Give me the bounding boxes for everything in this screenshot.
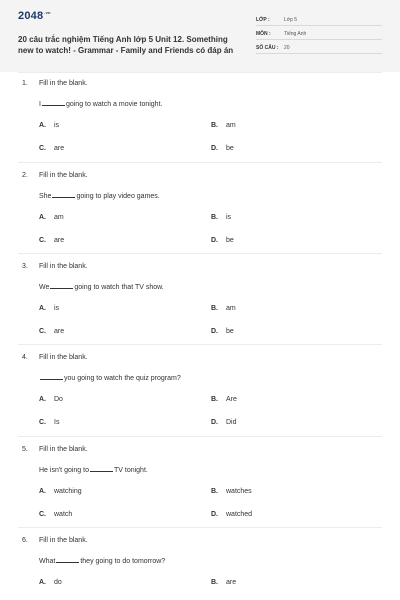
option-letter[interactable]: B.: [211, 214, 218, 221]
option-letter[interactable]: B.: [211, 396, 218, 403]
question-divider: [18, 344, 382, 345]
question-number: 4.: [22, 354, 28, 361]
sentence-after: going to watch that TV show.: [74, 284, 164, 291]
option-text[interactable]: am: [54, 214, 64, 221]
logo-text: 2048: [18, 10, 44, 22]
logo-suffix: .vn: [44, 10, 51, 16]
meta-value: Lớp 5: [284, 17, 298, 23]
header-divider: [18, 72, 382, 73]
option-letter[interactable]: D.: [211, 328, 218, 335]
option-letter[interactable]: A.: [39, 579, 46, 586]
option-letter[interactable]: A.: [39, 122, 46, 129]
question-prompt: Fill in the blank.: [39, 446, 88, 453]
question-prompt: Fill in the blank.: [39, 354, 88, 361]
meta-value: Tiếng Anh: [284, 31, 307, 37]
option-text[interactable]: Are: [226, 396, 237, 403]
option-text[interactable]: Is: [54, 419, 60, 426]
option-text[interactable]: are: [226, 579, 237, 586]
option-letter[interactable]: D.: [211, 145, 218, 152]
sentence-before: What: [39, 558, 56, 565]
question-sentence: [39, 557, 165, 565]
answer-blank: [90, 466, 113, 472]
question-divider: [18, 253, 382, 254]
option-text[interactable]: watches: [226, 488, 252, 495]
option-text[interactable]: Do: [54, 396, 63, 403]
option-text[interactable]: is: [54, 305, 60, 312]
option-text[interactable]: am: [226, 122, 236, 129]
sentence-before: We: [39, 284, 50, 291]
option-text[interactable]: watched: [226, 511, 253, 518]
option-letter[interactable]: A.: [39, 396, 46, 403]
option-letter[interactable]: A.: [39, 214, 46, 221]
option-text[interactable]: are: [54, 237, 65, 244]
option-text[interactable]: watch: [54, 511, 73, 518]
question-sentence: [39, 374, 181, 382]
question-prompt: Fill in the blank.: [39, 172, 88, 179]
question-divider: [18, 527, 382, 528]
option-text[interactable]: be: [226, 328, 234, 335]
option-letter[interactable]: D.: [211, 419, 218, 426]
answer-blank: [56, 557, 79, 563]
option-text[interactable]: is: [54, 122, 60, 129]
option-letter[interactable]: B.: [211, 579, 218, 586]
meta-row-subject: [256, 28, 382, 40]
option-text[interactable]: are: [54, 145, 65, 152]
option-letter[interactable]: A.: [39, 305, 46, 312]
question-sentence: [39, 283, 164, 291]
meta-row-class: [256, 14, 382, 26]
sentence-after: TV tonight.: [113, 467, 148, 474]
sentence-before: He isn't going to: [39, 467, 89, 474]
site-logo[interactable]: [18, 10, 51, 22]
option-text[interactable]: Did: [226, 419, 237, 426]
option-letter[interactable]: C.: [39, 511, 46, 518]
option-letter[interactable]: C.: [39, 419, 46, 426]
question-divider: [18, 162, 382, 163]
option-text[interactable]: are: [54, 328, 65, 335]
option-text[interactable]: be: [226, 237, 234, 244]
option-text[interactable]: be: [226, 145, 234, 152]
answer-blank: [50, 283, 73, 289]
meta-key: LỚP :: [256, 17, 270, 23]
option-letter[interactable]: B.: [211, 305, 218, 312]
option-letter[interactable]: A.: [39, 488, 46, 495]
question-sentence: [39, 192, 160, 200]
question-number: 3.: [22, 263, 28, 270]
option-letter[interactable]: B.: [211, 122, 218, 129]
option-text[interactable]: is: [226, 214, 232, 221]
question-sentence: [39, 100, 162, 108]
option-text[interactable]: do: [54, 579, 62, 586]
sentence-after: they going to do tomorrow?: [80, 558, 166, 565]
question-prompt: Fill in the blank.: [39, 80, 88, 87]
meta-row-count: [256, 42, 382, 54]
option-letter[interactable]: D.: [211, 237, 218, 244]
sentence-after: going to watch a movie tonight.: [65, 101, 163, 108]
question-prompt: Fill in the blank.: [39, 263, 88, 270]
option-letter[interactable]: D.: [211, 511, 218, 518]
option-letter[interactable]: C.: [39, 328, 46, 335]
option-text[interactable]: watching: [54, 488, 82, 495]
page-title: 20 câu trắc nghiệm Tiếng Anh lớp 5 Unit 12. Something new to watch! - Grammar - Family and Friends có đáp án: [18, 35, 234, 55]
answer-blank: [52, 192, 75, 198]
answer-blank: [40, 374, 63, 380]
sentence-before: I: [39, 101, 41, 108]
header: [0, 0, 400, 72]
meta-value: 20: [284, 45, 290, 51]
question-number: 2.: [22, 172, 28, 179]
option-letter[interactable]: C.: [39, 145, 46, 152]
option-letter[interactable]: C.: [39, 237, 46, 244]
question-number: 6.: [22, 537, 28, 544]
question-prompt: Fill in the blank.: [39, 537, 88, 544]
question-number: 5.: [22, 446, 28, 453]
question-sentence: [39, 466, 148, 474]
question-divider: [18, 436, 382, 437]
sentence-before: She: [39, 193, 52, 200]
option-letter[interactable]: B.: [211, 488, 218, 495]
sentence-after: going to play video games.: [76, 193, 160, 200]
question-number: 1.: [22, 80, 28, 87]
meta-key: SỐ CÂU :: [256, 45, 279, 51]
meta-key: MÔN :: [256, 31, 271, 37]
option-text[interactable]: am: [226, 305, 236, 312]
sentence-after: you going to watch the quiz program?: [64, 375, 181, 382]
answer-blank: [42, 100, 65, 106]
